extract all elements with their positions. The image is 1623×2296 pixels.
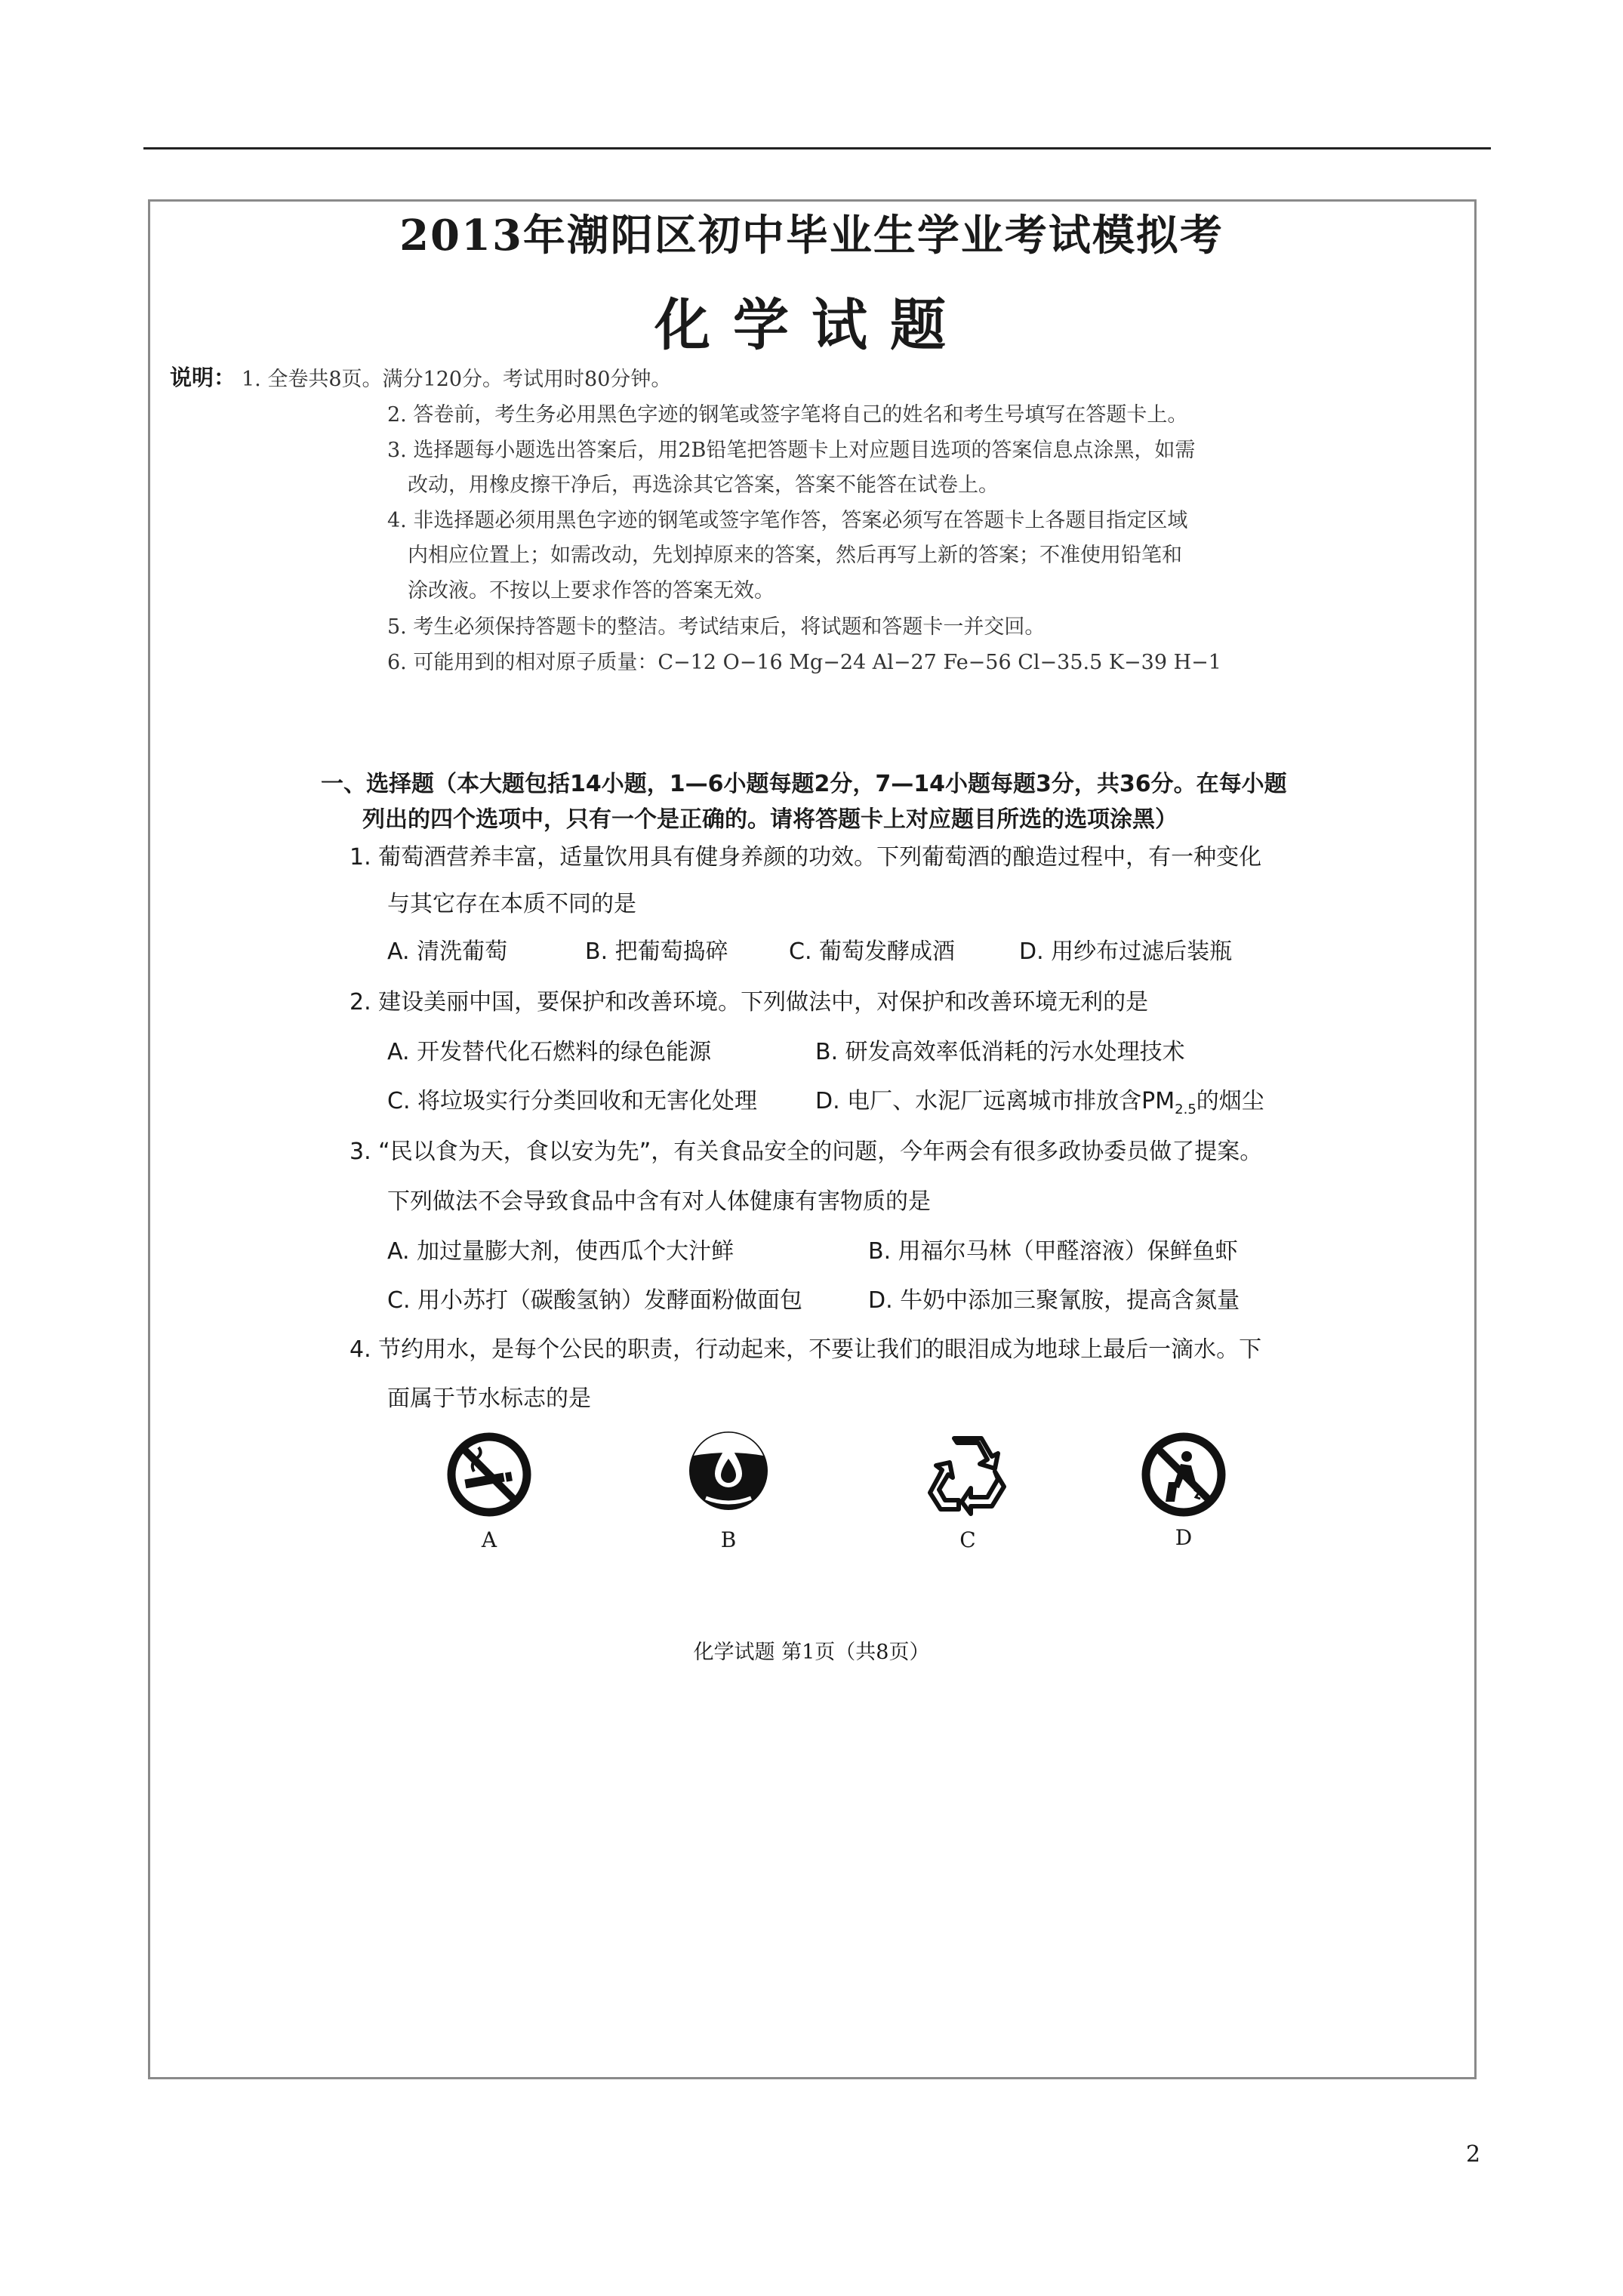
icon-label-a: A (481, 1527, 497, 1552)
question-1: 1. 葡萄酒营养丰富，适量饮用具有健身养颜的功效。下列葡萄酒的酿造过程中，有一种变化 (350, 844, 1262, 871)
question-4-cont: 面属于节水标志的是 (387, 1385, 591, 1412)
notes-label: 说明： (170, 365, 236, 390)
question-3-cont: 下列做法不会导致食品中含有对人体健康有害物质的是 (387, 1188, 931, 1215)
question-3: 3. “民以食为天，食以安为先”，有关食品安全的问题，今年两会有很多政协委员做了提案。 (350, 1139, 1263, 1165)
no-smoking-icon (444, 1429, 534, 1520)
note-4: 4. 非选择题必须用黑色字迹的钢笔或签字笔作答，答案必须写在答题卡上各题目指定区域 (387, 509, 1188, 532)
q3-option-b: B. 用福尔马林（甲醛溶液）保鲜鱼虾 (868, 1238, 1238, 1265)
page-footer: 化学试题 第1页（共8页） (693, 1641, 930, 1664)
note-5: 5. 考生必须保持答题卡的整洁。考试结束后，将试题和答题卡一并交回。 (387, 615, 1046, 639)
note-1: 1. 全卷共8页。满分120分。考试用时80分钟。 (242, 368, 672, 391)
note-6: 6. 可能用到的相对原子质量：C−12 O−16 Mg−24 Al−27 Fe−56 Cl−35.5 K−39 H−1 (387, 651, 1221, 674)
icon-label-d: D (1175, 1525, 1193, 1550)
question-4: 4. 节约用水，是每个公民的职责，行动起来，不要让我们的眼泪成为地球上最后一滴水。下 (350, 1336, 1262, 1363)
q1-option-c: C. 葡萄发酵成酒 (789, 938, 956, 965)
q1-option-b: B. 把葡萄捣碎 (585, 938, 728, 965)
q1-option-d: D. 用纱布过滤后装瓶 (1019, 938, 1233, 965)
q2-option-c: C. 将垃圾实行分类回收和无害化处理 (387, 1088, 758, 1114)
section-1-heading-cont: 列出的四个选项中，只有一个是正确的。请将答题卡上对应题目所选的选项涂黑） (362, 806, 1178, 833)
note-2: 2. 答卷前，考生务必用黑色字迹的钢笔或签字笔将自己的姓名和考生号填写在答题卡上。 (387, 403, 1188, 427)
q2-option-d (815, 1082, 1264, 1117)
q2-option-d-subscript: 2.5 (1175, 1102, 1196, 1117)
question-2: 2. 建设美丽中国，要保护和改善环境。下列做法中，对保护和改善环境无利的是 (350, 989, 1149, 1015)
q3-option-d: D. 牛奶中添加三聚氰胺，提高含氮量 (868, 1287, 1240, 1314)
q3-option-a: A. 加过量膨大剂，使西瓜个大汁鲜 (387, 1238, 735, 1265)
icon-label-b: B (720, 1527, 737, 1552)
question-1-cont: 与其它存在本质不同的是 (387, 891, 636, 917)
recycling-icon (922, 1429, 1013, 1520)
q2-option-a: A. 开发替代化石燃料的绿色能源 (387, 1039, 712, 1065)
q1-option-a: A. 清洗葡萄 (387, 938, 508, 965)
q3-option-c: C. 用小苏打（碳酸氢钠）发酵面粉做面包 (387, 1287, 803, 1314)
note-3-cont: 改动，用橡皮擦干净后，再选涂其它答案，答案不能答在试卷上。 (408, 473, 999, 497)
q2-option-d-text: D. 电厂、水泥厂远离城市排放含PM (815, 1088, 1175, 1114)
note-4-cont-2: 涂改液。不按以上要求作答的答案无效。 (408, 579, 775, 603)
no-littering-icon (1138, 1429, 1229, 1520)
exam-subject: 化学试题 (654, 293, 969, 358)
icon-label-c: C (959, 1527, 976, 1552)
header-rule (143, 147, 1491, 149)
q2-option-d-suffix: 的烟尘 (1196, 1088, 1264, 1114)
section-1-heading: 一、选择题（本大题包括14小题，1—6小题每题2分，7—14小题每题3分，共36分。在每小题 (321, 771, 1287, 797)
q2-option-b: B. 研发高效率低消耗的污水处理技术 (815, 1039, 1185, 1065)
note-3: 3. 选择题每小题选出答案后，用2B铅笔把答题卡上对应题目选项的答案信息点涂黑，如需 (387, 439, 1196, 462)
exam-title: 2013年潮阳区初中毕业生学业考试模拟考 (399, 211, 1224, 260)
water-saving-icon (683, 1425, 774, 1516)
note-4-cont-1: 内相应位置上；如需改动，先划掉原来的答案，然后再写上新的答案；不准使用铅笔和 (408, 544, 1182, 567)
page-number: 2 (1466, 2141, 1481, 2168)
